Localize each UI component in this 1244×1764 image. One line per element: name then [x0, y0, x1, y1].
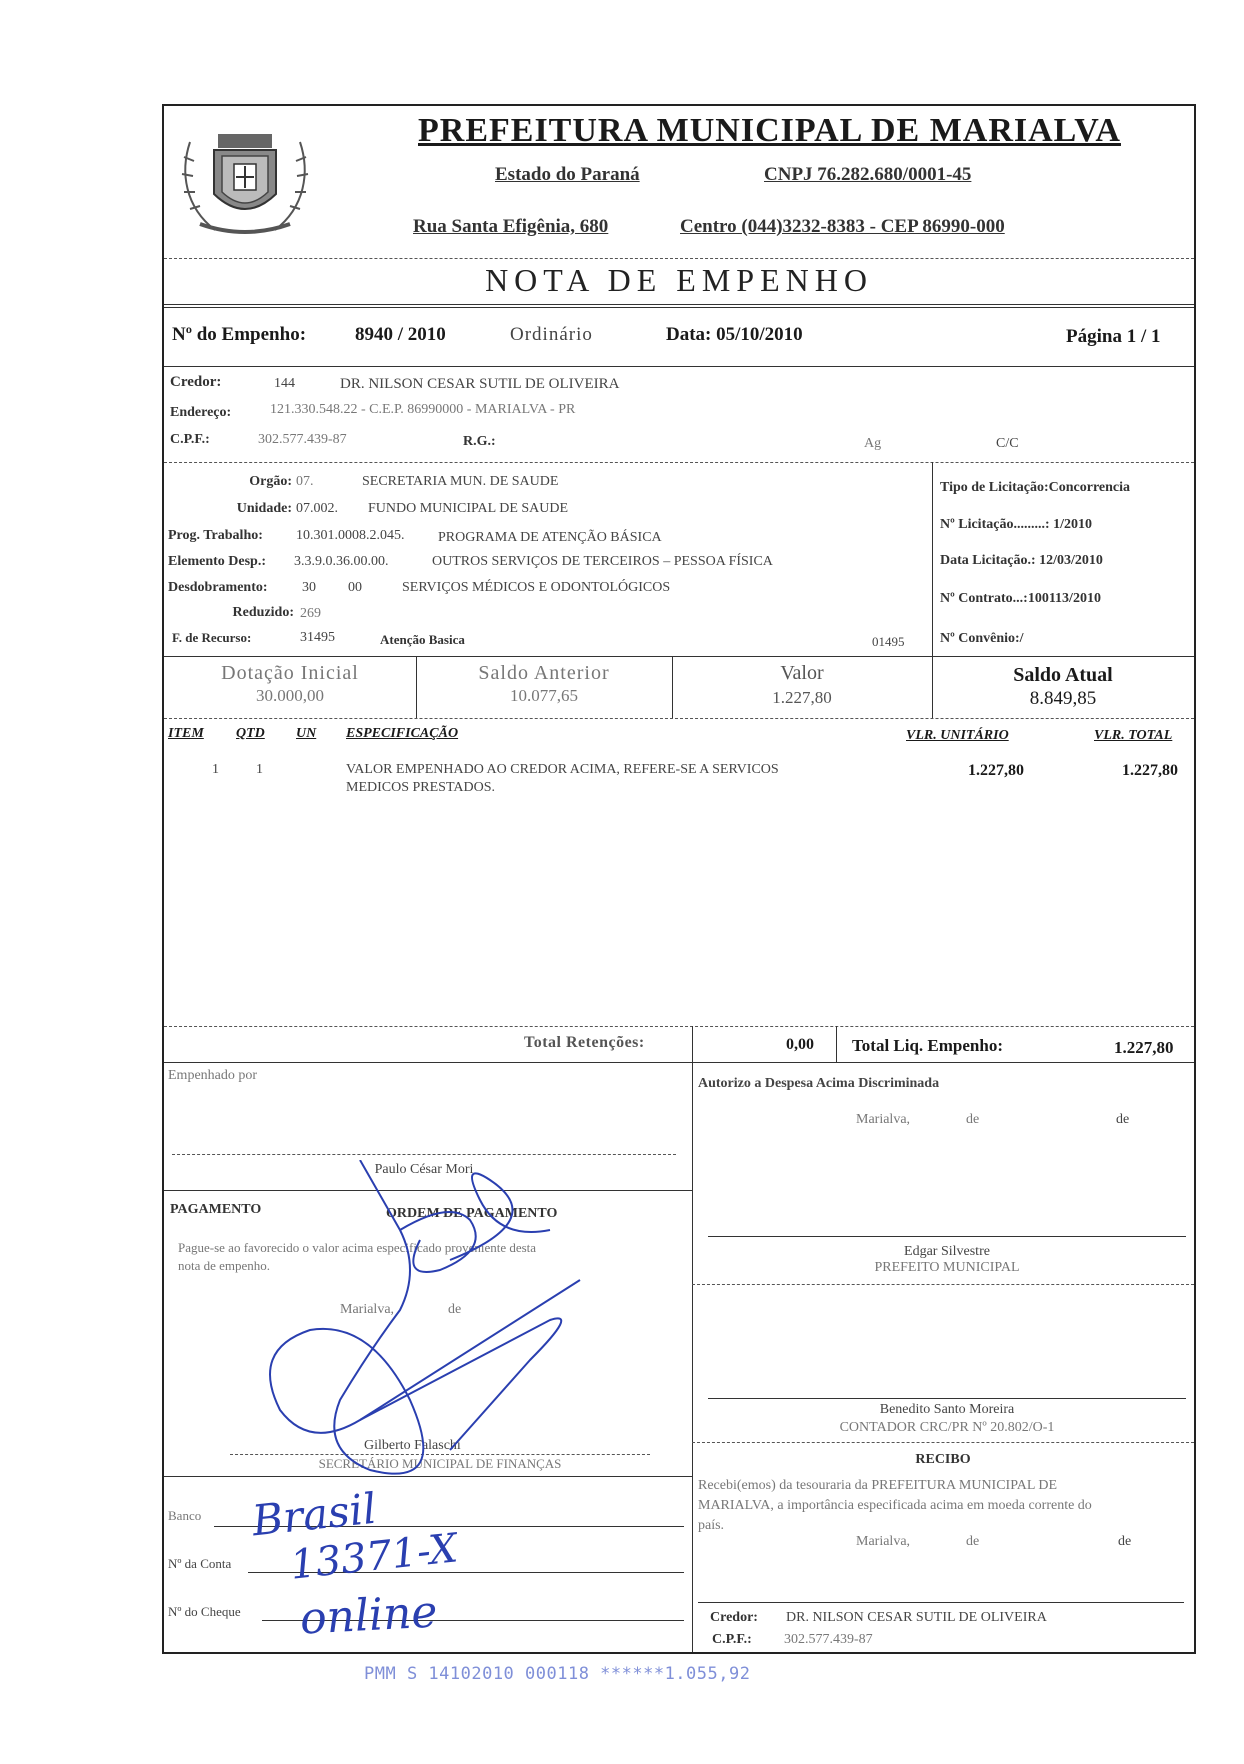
col-vlr-total: VLR. TOTAL — [1094, 728, 1173, 743]
anterior-valor: 10.077,65 — [510, 686, 578, 705]
licitacao-convenio: Nº Convênio:/ — [940, 631, 1024, 646]
desdob-b: 00 — [348, 580, 362, 595]
pagamento-texto-1: Pague-se ao favorecido o valor acima especificado proveniente desta — [178, 1240, 537, 1255]
pagamento-label: PAGAMENTO — [170, 1202, 262, 1217]
endereco-valor: 121.330.548.22 - C.E.P. 86990000 - MARIALVA - PR — [270, 402, 576, 417]
liq-label: Total Liq. Empenho: — [852, 1036, 1003, 1055]
retencoes-valor: 0,00 — [786, 1036, 814, 1053]
licitacao-contrato: Nº Contrato...:100113/2010 — [940, 591, 1101, 606]
header-cnpj: CNPJ 76.282.680/0001-45 — [764, 164, 972, 185]
anterior-label: Saldo Anterior — [478, 662, 610, 684]
autorizo-marialva: Marialva, — [856, 1112, 911, 1127]
desdob-a: 30 — [302, 580, 316, 595]
cheque-handwritten: online — [298, 1586, 439, 1645]
elemento-nome: OUTROS SERVIÇOS DE TERCEIROS – PESSOA FÍSICA — [432, 554, 773, 569]
empenhado-label: Empenhado por — [168, 1068, 258, 1083]
autorizo-de-2: de — [1116, 1112, 1130, 1127]
unidade-codigo: 07.002. — [296, 501, 338, 516]
recibo-texto-3: país. — [698, 1518, 725, 1533]
orgao-label: Orgão: — [249, 474, 292, 489]
header-endereco: Rua Santa Efigênia, 680 — [413, 216, 609, 237]
prog-label: Prog. Trabalho: — [168, 528, 263, 543]
col-vlr-unitario: VLR. UNITÁRIO — [906, 728, 1009, 743]
empenho-tipo: Ordinário — [510, 324, 593, 345]
recibo-de-2: de — [1118, 1534, 1132, 1549]
credor-codigo: 144 — [274, 376, 295, 391]
elemento-label: Elemento Desp.: — [168, 554, 266, 569]
cpf-label: C.P.F.: — [170, 432, 210, 447]
recibo-cpf-label: C.P.F.: — [712, 1632, 752, 1647]
autorizo-de-1: de — [966, 1112, 980, 1127]
recibo-de-1: de — [966, 1534, 980, 1549]
secretario-nome: Gilberto Falaschi — [364, 1438, 461, 1453]
empenho-label: Nº do Empenho: — [172, 324, 307, 345]
atual-label: Saldo Atual — [1013, 664, 1113, 686]
col-especificacao: ESPECIFICAÇÃO — [346, 726, 459, 741]
prog-nome: PROGRAMA DE ATENÇÃO BÁSICA — [438, 530, 662, 545]
recibo-credor-label: Credor: — [710, 1610, 758, 1625]
coat-of-arms — [170, 112, 320, 242]
ordem-pagamento: ORDEM DE PAGAMENTO — [386, 1206, 558, 1221]
empenho-pagina: Página 1 / 1 — [1066, 326, 1161, 347]
valor-label: Valor — [780, 662, 824, 684]
recibo-credor-nome: DR. NILSON CESAR SUTIL DE OLIVEIRA — [786, 1610, 1047, 1625]
prefeito-nome: Edgar Silvestre — [904, 1244, 990, 1259]
atual-valor: 8.849,85 — [1029, 688, 1097, 709]
banco-handwritten: Brasil — [249, 1483, 379, 1546]
signature-scribble — [250, 1160, 670, 1490]
secretario-cargo: SECRETÁRIO MUNICIPAL DE FINANÇAS — [318, 1456, 562, 1471]
pagamento-de: de — [448, 1302, 462, 1317]
recibo-cpf-valor: 302.577.439-87 — [784, 1632, 873, 1647]
contador-nome: Benedito Santo Moreira — [879, 1402, 1015, 1417]
recibo-texto-2: MARIALVA, a importância especificada acima em moeda corrente do — [698, 1498, 1092, 1513]
prefeito-cargo: PREFEITO MUNICIPAL — [874, 1260, 1020, 1275]
empenho-numero: 8940 / 2010 — [355, 324, 446, 345]
doc-title: NOTA DE EMPENHO — [485, 262, 873, 298]
orgao-codigo: 07. — [296, 474, 314, 489]
conta-label: Nº da Conta — [168, 1556, 232, 1571]
licitacao-numero: Nº Licitação.........: 1/2010 — [940, 517, 1092, 532]
elemento-codigo: 3.3.9.0.36.00.00. — [294, 554, 389, 569]
credor-nome: DR. NILSON CESAR SUTIL DE OLIVEIRA — [340, 376, 620, 392]
rg-label: R.G.: — [463, 434, 496, 449]
recibo-label: RECIBO — [915, 1452, 971, 1467]
col-qtd: QTD — [236, 726, 265, 741]
payment-stamp: PMM S 14102010 000118 ******1.055,92 — [364, 1664, 751, 1684]
dotacao-label: Dotação Inicial — [221, 662, 359, 684]
orgao-nome: SECRETARIA MUN. DE SAUDE — [362, 474, 559, 489]
recurso-codigo: 31495 — [300, 630, 335, 645]
recurso-cod: 01495 — [872, 634, 905, 649]
reduzido-valor: 269 — [300, 606, 321, 621]
desdob-nome: SERVIÇOS MÉDICOS E ODONTOLÓGICOS — [402, 580, 671, 595]
contador-cargo: CONTADOR CRC/PR Nº 20.802/O-1 — [839, 1420, 1055, 1435]
table-row-total: 1.227,80 — [1122, 762, 1178, 779]
cpf-valor: 302.577.439-87 — [258, 432, 347, 447]
header-centro: Centro (044)3232-8383 - CEP 86990-000 — [680, 216, 1005, 237]
header-estado: Estado do Paraná — [495, 164, 640, 185]
unidade-nome: FUNDO MUNICIPAL DE SAUDE — [368, 501, 569, 516]
licitacao-data: Data Licitação.: 12/03/2010 — [940, 553, 1103, 568]
cheque-label: Nº do Cheque — [168, 1604, 241, 1619]
col-un: UN — [296, 726, 317, 741]
retencoes-label: Total Retenções: — [524, 1034, 645, 1051]
header-title: PREFEITURA MUNICIPAL DE MARIALVA — [418, 112, 1121, 149]
recibo-texto-1: Recebi(emos) da tesouraria da PREFEITURA MUNICIPAL DE — [698, 1478, 1058, 1493]
dotacao-valor: 30.000,00 — [256, 686, 324, 705]
credor-label: Credor: — [170, 374, 222, 390]
empenho-data: Data: 05/10/2010 — [666, 324, 803, 345]
endereco-label: Endereço: — [170, 405, 232, 420]
empenhado-nome: Paulo César Mori — [374, 1162, 474, 1177]
ag-label: Ag — [864, 436, 882, 451]
prog-codigo: 10.301.0008.2.045. — [296, 528, 405, 543]
pagamento-marialva: Marialva, — [340, 1302, 395, 1317]
desdob-label: Desdobramento: — [168, 580, 268, 595]
recurso-nome: Atenção Basica — [380, 632, 465, 647]
licitacao-tipo: Tipo de Licitação:Concorrencia — [940, 480, 1131, 495]
conta-handwritten: 13371-X — [288, 1525, 460, 1589]
table-row-unitario: 1.227,80 — [968, 762, 1024, 779]
col-item: ITEM — [168, 726, 204, 741]
table-row-espec-1: VALOR EMPENHADO AO CREDOR ACIMA, REFERE-SE A SERVICOS — [346, 762, 779, 777]
table-row-item: 1 — [212, 762, 219, 777]
recurso-label: F. de Recurso: — [172, 630, 252, 645]
liq-valor: 1.227,80 — [1114, 1038, 1174, 1057]
table-row-qtd: 1 — [256, 762, 263, 777]
banco-label: Banco — [168, 1508, 202, 1523]
recibo-marialva: Marialva, — [856, 1534, 911, 1549]
pagamento-texto-2: nota de empenho. — [178, 1258, 271, 1273]
cc-label: C/C — [996, 436, 1019, 451]
reduzido-label: Reduzido: — [232, 605, 294, 620]
unidade-label: Unidade: — [236, 501, 292, 516]
valor-valor: 1.227,80 — [772, 688, 832, 707]
autorizo-label: Autorizo a Despesa Acima Discriminada — [698, 1076, 940, 1091]
table-row-espec-2: MEDICOS PRESTADOS. — [346, 780, 496, 795]
